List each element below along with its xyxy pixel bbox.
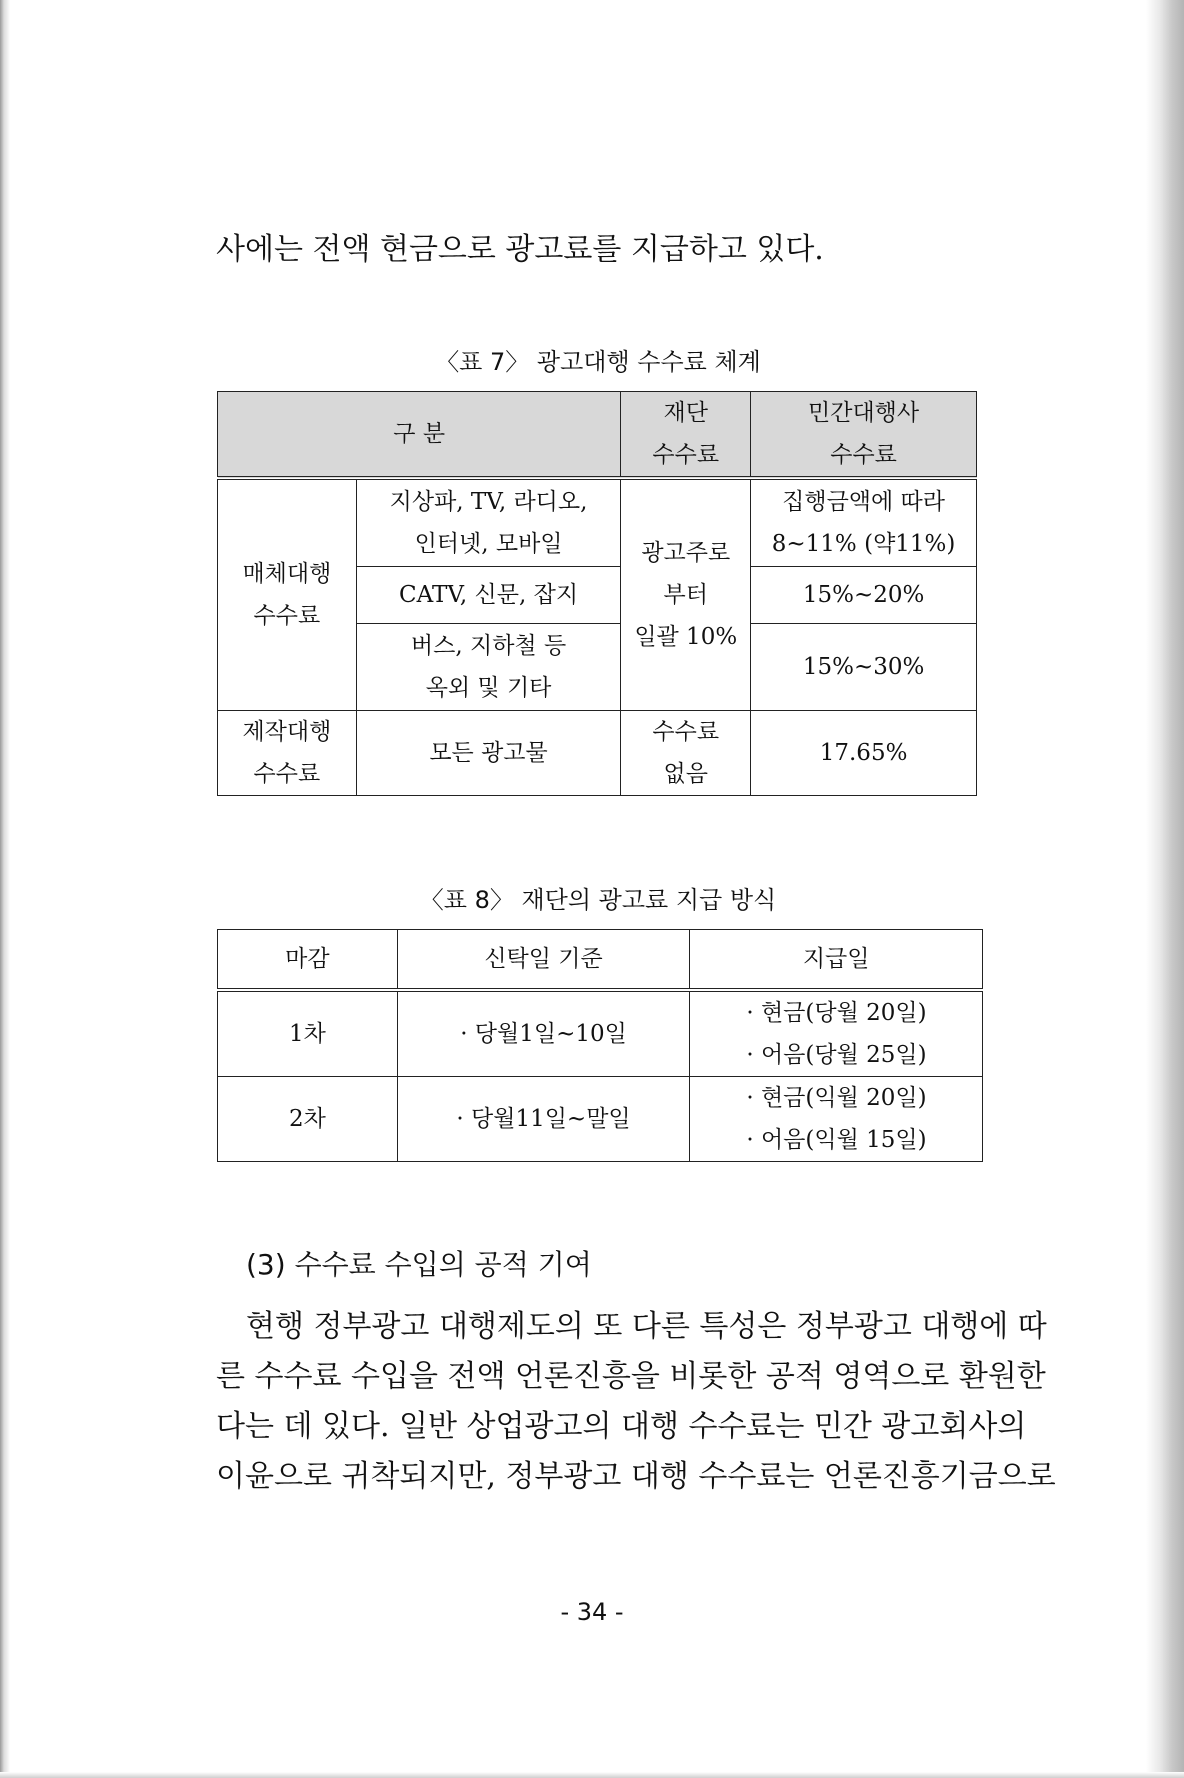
paragraph-line: 이윤으로 귀착되지만, 정부광고 대행 수수료는 언론진흥기금으로 [216,1459,1056,1494]
header-private-line1: 민간대행사 [808,400,920,426]
media-foundation-fee-cell [621,478,751,711]
payment-cash-line: · 현금(당월 20일) [746,1000,927,1026]
production-foundation-line1: 수수료 [652,719,720,745]
header-category: 구 분 [218,392,621,479]
round-cell: 2차 [218,1077,398,1162]
media-type-cell [356,478,621,567]
payment-bill-line: · 어음(익월 15일) [746,1127,927,1153]
header-deadline: 마감 [218,930,398,991]
page-edge-shadow-right [1146,0,1184,1778]
media-group-cell [218,478,357,711]
production-group-cell [218,711,357,796]
production-foundation-fee-cell [621,711,751,796]
table-row [218,1077,983,1162]
table-header-row [218,930,983,991]
private-fee-cell: 15%~30% [751,624,977,711]
production-type-cell: 모든 광고물 [356,711,621,796]
round-cell: 1차 [218,990,398,1077]
table8-caption: 〈표 8〉 재단의 광고료 지급 방식 [419,886,777,914]
payment-method-table [217,929,983,1162]
media-foundation-line2: 부터 [663,582,708,608]
header-foundation-line1: 재단 [663,400,708,426]
media-type-line2: 옥외 및 기타 [425,675,552,701]
private-fee-line2: 8~11% (약11%) [771,531,956,557]
media-group-line1: 매체대행 [242,561,332,587]
intro-text: 사에는 전액 현금으로 광고료를 지급하고 있다. [216,232,824,267]
basis-cell: · 당월11일~말일 [397,1077,690,1162]
payment-bill-line: · 어음(당월 25일) [746,1042,927,1068]
table-row [218,711,977,796]
private-fee-cell: 15%~20% [751,567,977,624]
paragraph-line: 른 수수료 수입을 전액 언론진흥을 비롯한 공적 영역으로 환원한 [216,1359,1046,1394]
payment-cell [690,1077,983,1162]
basis-cell: · 당월1일~10일 [397,990,690,1077]
media-foundation-line1: 광고주로 [641,540,731,566]
media-type-line1: 지상파, TV, 라디오, [389,489,588,515]
paragraph-line: 현행 정부광고 대행제도의 또 다른 특성은 정부광고 대행에 따 [246,1309,1047,1344]
header-private-line2: 수수료 [830,442,897,468]
header-trust-date-basis: 신탁일 기준 [397,930,690,991]
private-fee-cell [751,478,977,567]
body-paragraph [216,1302,1056,1502]
paragraph-line: 다는 데 있다. 일반 상업광고의 대행 수수료는 민간 광고회사의 [216,1409,1027,1444]
page-edge-shadow-left [0,0,10,1778]
table-row [218,990,983,1077]
page-number: - 34 - [560,1598,624,1626]
payment-cell [690,990,983,1077]
header-foundation-fee [621,392,751,479]
header-payment-date: 지급일 [690,930,983,991]
production-private-fee-cell: 17.65% [751,711,977,796]
production-group-line1: 제작대행 [242,719,332,745]
media-group-line2: 수수료 [253,603,321,629]
commission-structure-table [217,391,977,796]
private-fee-line1: 집행금액에 따라 [782,489,945,515]
section-heading: (3) 수수료 수입의 공적 기여 [246,1248,592,1281]
table7-caption: 〈표 7〉 광고대행 수수료 체계 [435,348,761,376]
media-type-line1: 버스, 지하철 등 [410,633,567,659]
media-type-line2: 인터넷, 모바일 [414,531,563,557]
production-group-line2: 수수료 [253,761,321,787]
header-private-fee [751,392,977,479]
payment-cash-line: · 현금(익월 20일) [746,1085,927,1111]
table-header-row [218,392,977,479]
media-foundation-line3: 일괄 10% [634,624,738,650]
header-foundation-line2: 수수료 [652,442,720,468]
media-type-cell [356,624,621,711]
media-type-cell: CATV, 신문, 잡지 [356,567,621,624]
page-edge-shadow-bottom [0,1772,1184,1778]
table-row [218,478,977,567]
production-foundation-line2: 없음 [663,761,708,787]
